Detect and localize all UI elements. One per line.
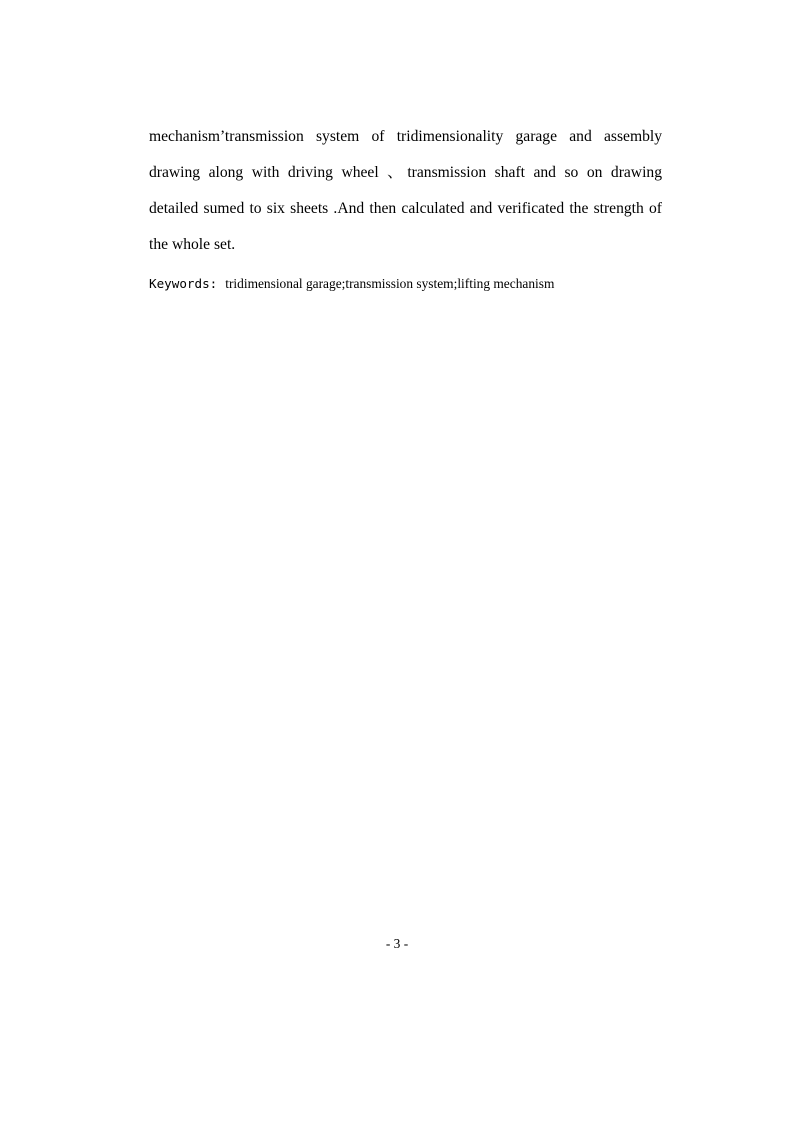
abstract-paragraph [149,123,662,267]
keywords-value: tridimensional garage;transmission system;lifting mechanism [225,276,555,291]
abstract-line: mechanism’transmission system of tridimensionality garage and assembly [149,128,662,145]
abstract-line: detailed sumed to six sheets .And then calculated and verificated the strength of [149,200,662,217]
keywords-label: Keywords: [149,276,218,291]
abstract-line: drawing along with driving wheel 、transmission shaft and so on drawing [149,164,662,181]
page-number: - 3 - [385,936,409,951]
keywords-line [149,275,662,293]
abstract-line: the whole set. [149,236,236,253]
